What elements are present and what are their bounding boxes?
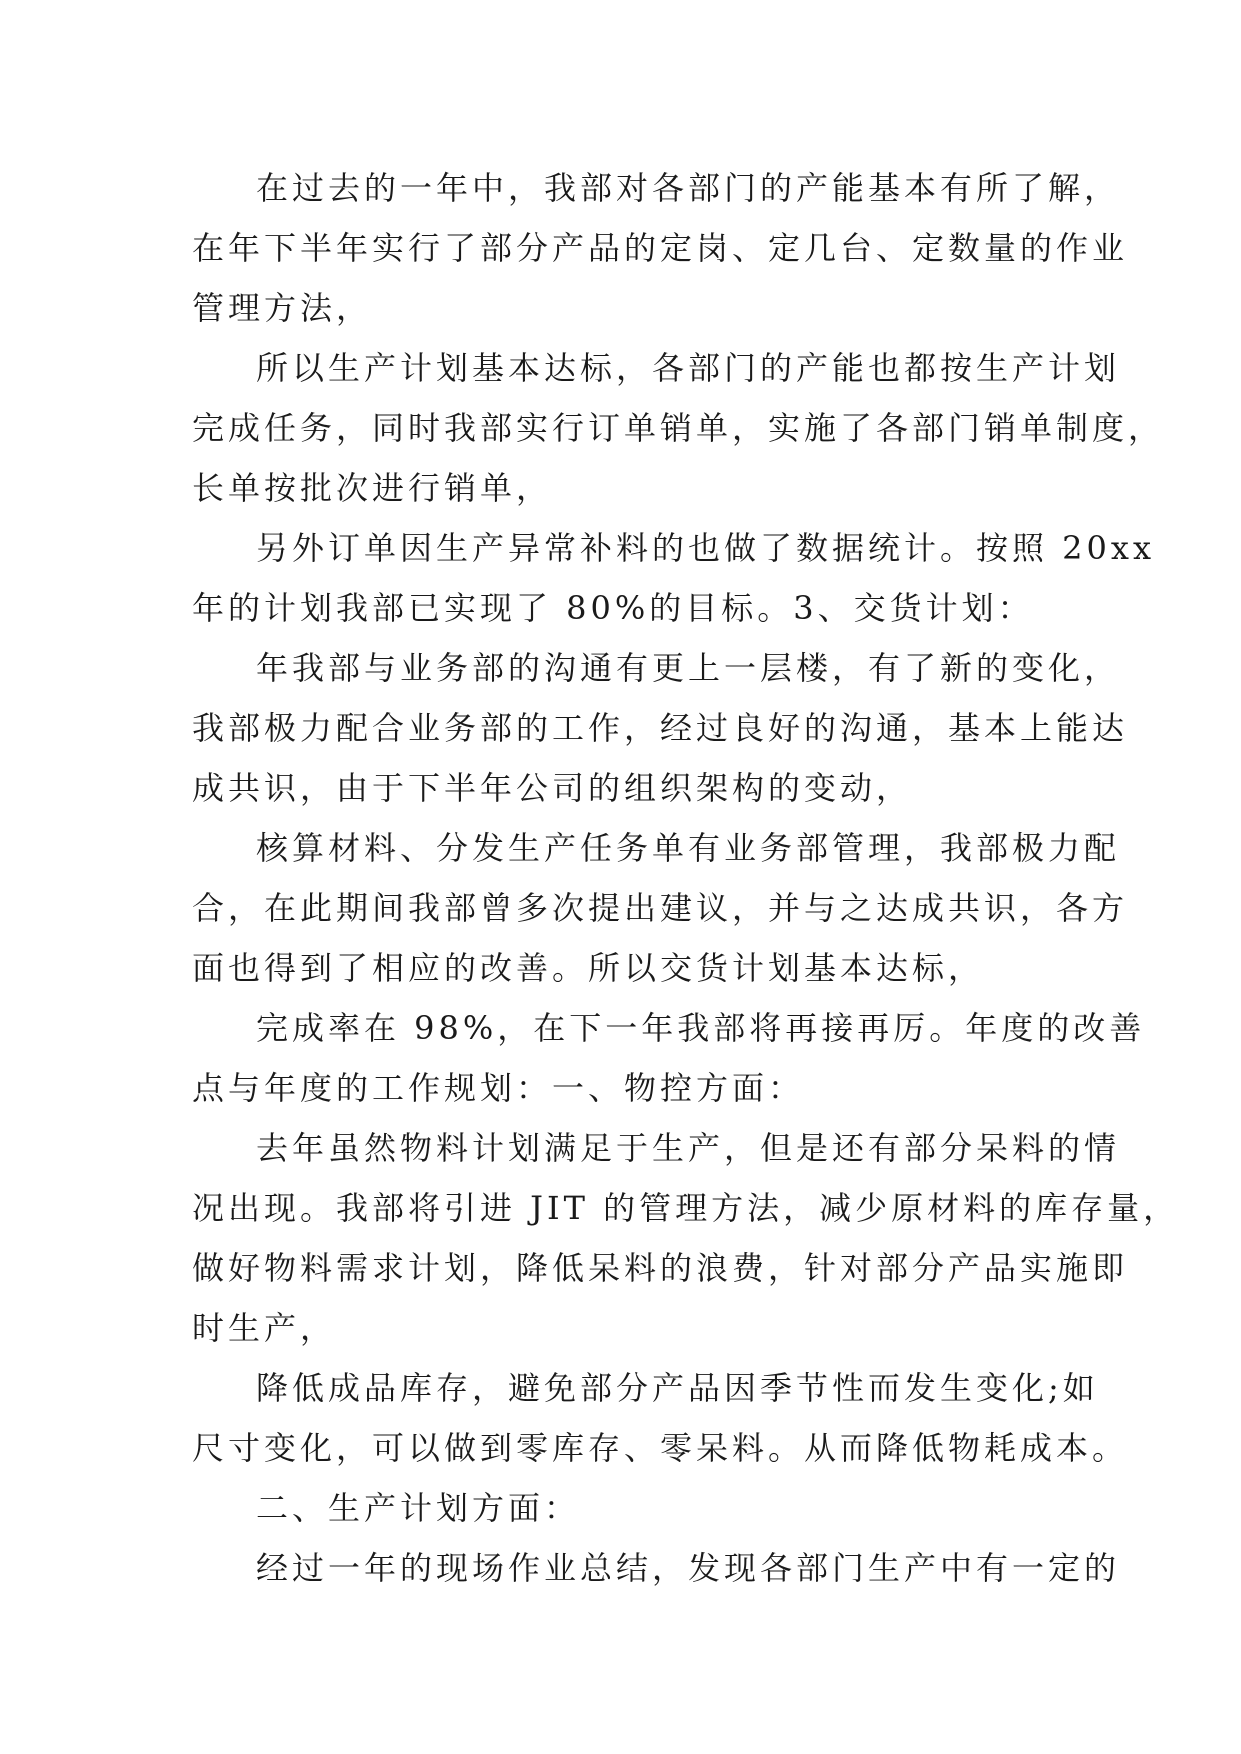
text-line: 在年下半年实行了部分产品的定岗、定几台、定数量的作业 (192, 229, 1129, 267)
text-line: 降低成品库存，避免部分产品因季节性而发生变化;如 (256, 1369, 1099, 1407)
text-line: 去年虽然物料计划满足于生产，但是还有部分呆料的情 (256, 1129, 1121, 1167)
text-line: 管理方法， (192, 289, 373, 327)
text-line: 所以生产计划基本达标，各部门的产能也都按生产计划 (256, 349, 1121, 387)
text-line: 长单按批次进行销单， (192, 469, 553, 507)
text-line: 点与年度的工作规划：一、物控方面： (192, 1069, 805, 1107)
text-line: 核算材料、分发生产任务单有业务部管理，我部极力配 (256, 829, 1121, 867)
text-line: 面也得到了相应的改善。所以交货计划基本达标， (192, 949, 985, 987)
text-line: 另外订单因生产异常补料的也做了数据统计。按照 20xx (256, 529, 1155, 567)
text-line: 在过去的一年中，我部对各部门的产能基本有所了解， (256, 169, 1121, 207)
text-line: 成共识，由于下半年公司的组织架构的变动， (192, 769, 913, 807)
text-line: 年我部与业务部的沟通有更上一层楼，有了新的变化， (256, 649, 1121, 687)
text-line: 合，在此期间我部曾多次提出建议，并与之达成共识，各方 (192, 889, 1129, 927)
text-line: 况出现。我部将引进 JIT 的管理方法，减少原材料的库存量， (192, 1189, 1180, 1227)
text-line: 年的计划我部已实现了 80%的目标。3、交货计划： (192, 589, 1034, 627)
text-line: 做好物料需求计划，降低呆料的浪费，针对部分产品实施即 (192, 1249, 1129, 1287)
text-line: 完成任务，同时我部实行订单销单，实施了各部门销单制度， (192, 409, 1165, 447)
text-line: 尺寸变化，可以做到零库存、零呆料。从而降低物耗成本。 (192, 1429, 1129, 1467)
text-line: 二、生产计划方面： (256, 1489, 581, 1527)
text-line: 经过一年的现场作业总结，发现各部门生产中有一定的 (256, 1549, 1121, 1587)
document-body (192, 158, 1180, 1598)
text-line: 完成率在 98%，在下一年我部将再接再厉。年度的改善 (256, 1009, 1146, 1047)
text-line: 我部极力配合业务部的工作，经过良好的沟通，基本上能达 (192, 709, 1129, 747)
text-line: 时生产， (192, 1309, 337, 1347)
